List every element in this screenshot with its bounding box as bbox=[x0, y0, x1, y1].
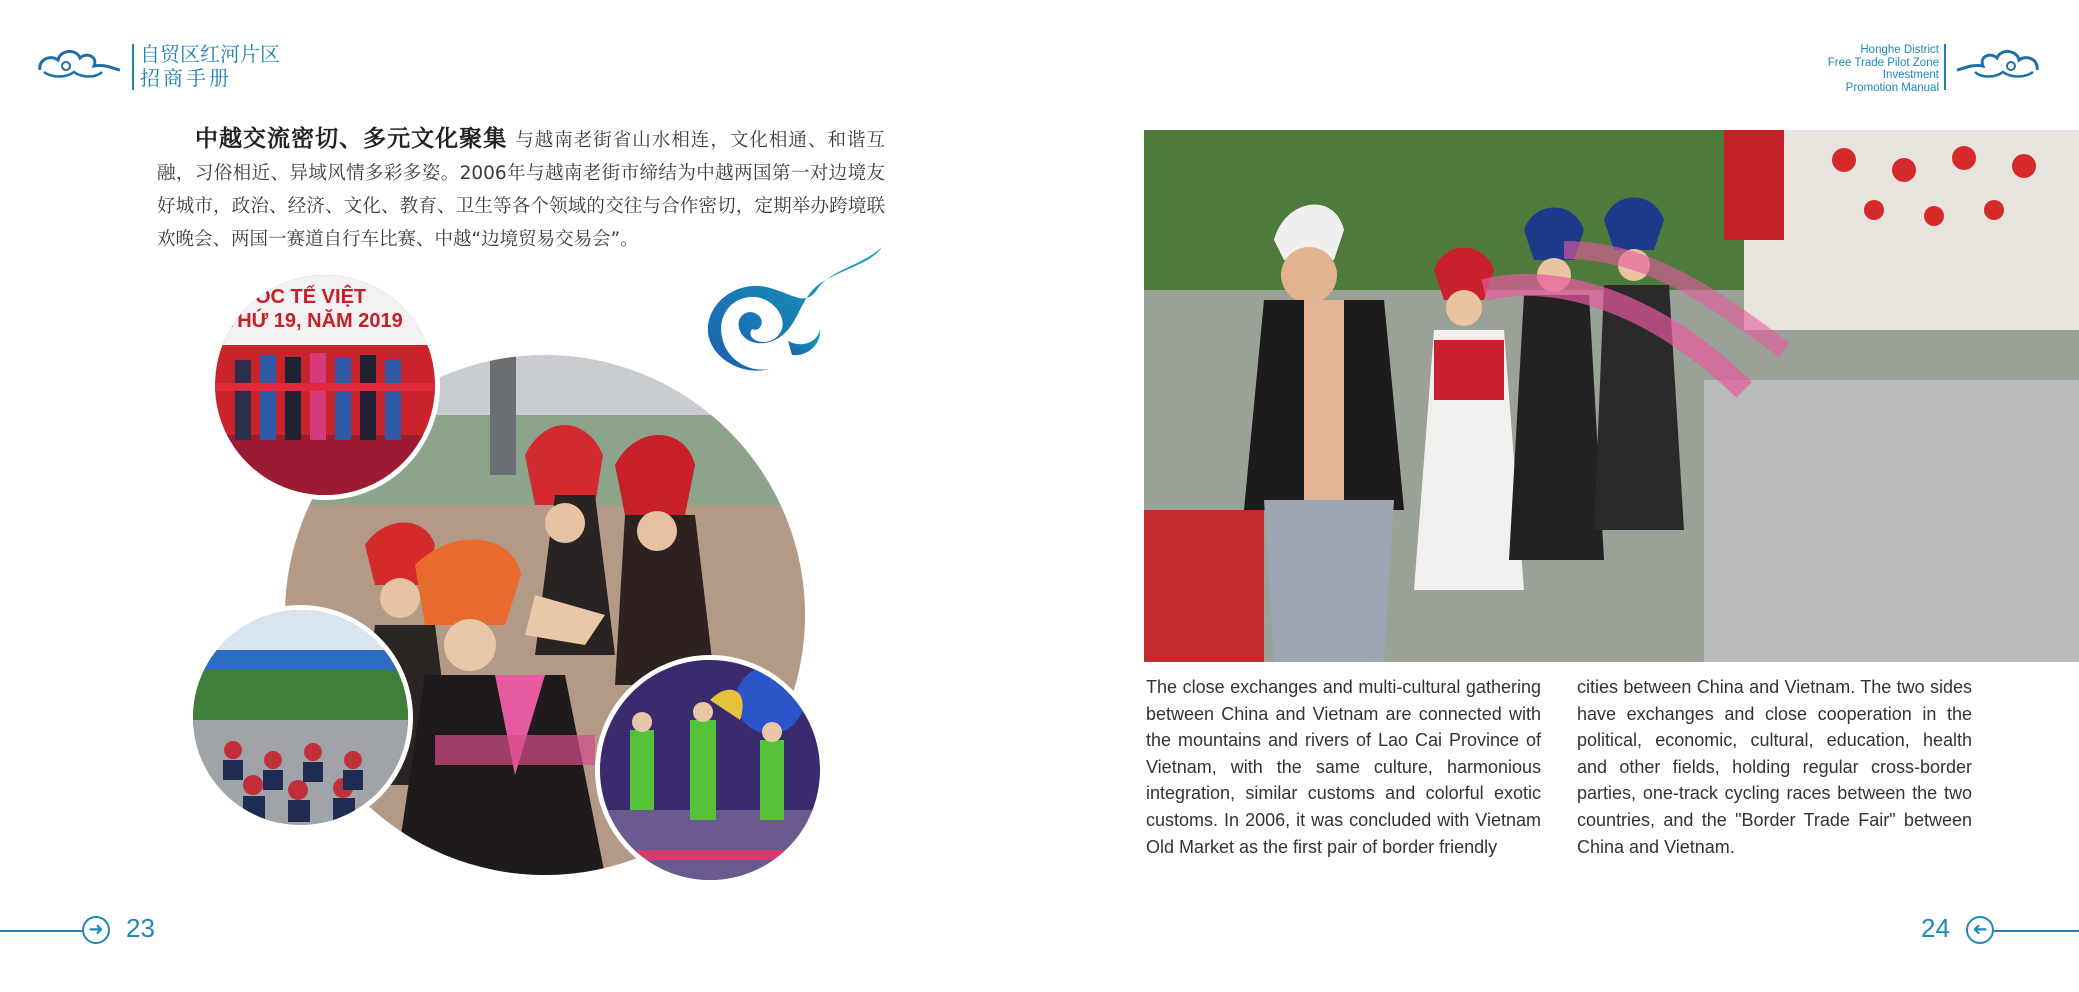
intro-paragraph bbox=[157, 123, 885, 256]
header-title-line1: 自贸区红河片区 bbox=[140, 42, 280, 66]
footer-line-right bbox=[1994, 930, 2079, 932]
header-title-cn bbox=[133, 42, 280, 90]
header-en-line3: Investment bbox=[1882, 69, 1939, 81]
photo-ribbon-ceremony bbox=[210, 270, 440, 500]
intro-lead: 中越交流密切、多元文化聚集 bbox=[195, 126, 508, 152]
page-number-right: 24 bbox=[1921, 913, 1950, 943]
header-en-line1: Honghe District bbox=[1860, 44, 1939, 56]
photo-green-dancers bbox=[595, 655, 825, 885]
header-en-line2: Free Trade Pilot Zone bbox=[1827, 56, 1939, 69]
cloud-icon bbox=[1955, 46, 2041, 86]
photo-parade bbox=[1144, 130, 2079, 662]
header-title-en bbox=[1828, 44, 1939, 94]
arrow-right-icon[interactable]: ➜ bbox=[82, 916, 110, 944]
swirl-ornament-icon bbox=[700, 245, 885, 380]
english-text-col1: The close exchanges and multi-cultural gathering between China and Vietnam are connected with the mountains and rivers of Lao Cai Province of Vietnam, with the same culture, harmonious integration, similar customs and colorful exotic customs. In 2006, it was concluded with Vietnam Old Market as the first pair of border friendly bbox=[1146, 677, 1541, 857]
photo-cycling-race bbox=[188, 605, 413, 830]
banner-text-1: QUỐC TẾ VIỆT bbox=[225, 286, 367, 308]
page-number-left: 23 bbox=[126, 913, 155, 943]
arrow-left-icon[interactable]: ➜ bbox=[1966, 916, 1994, 944]
header-en-line4: Promotion Manual bbox=[1845, 81, 1939, 94]
header-title-line2: 招商手册 bbox=[140, 66, 232, 90]
english-text-col2: cities between China and Vietnam. The two sides have exchanges and close cooperation in the political, economic, cultural, education, health and other fields, holding regular cross-border parties, one-track cycling races between the two countries, and the "Border Trade Fair" between China and Vietnam. bbox=[1577, 677, 1972, 857]
intro-body: 与越南老街省山水相连，文化相通、和谐互融，习俗相近、异域风情多彩多姿。2006年与越南老街市缔结为中越两国第一对边境友好城市，政治、经济、文化、教育、卫生等各个领域的交往与合作密切，定期举办跨境联欢晚会、两国一赛道自行车比赛、中越“边境贸易交易会”。 bbox=[157, 130, 885, 250]
banner-text-2: THỨ 19, NĂM 2019 bbox=[225, 310, 403, 332]
footer-line-left bbox=[0, 930, 82, 932]
cloud-icon bbox=[36, 46, 122, 86]
header-divider-right bbox=[1944, 44, 1946, 90]
